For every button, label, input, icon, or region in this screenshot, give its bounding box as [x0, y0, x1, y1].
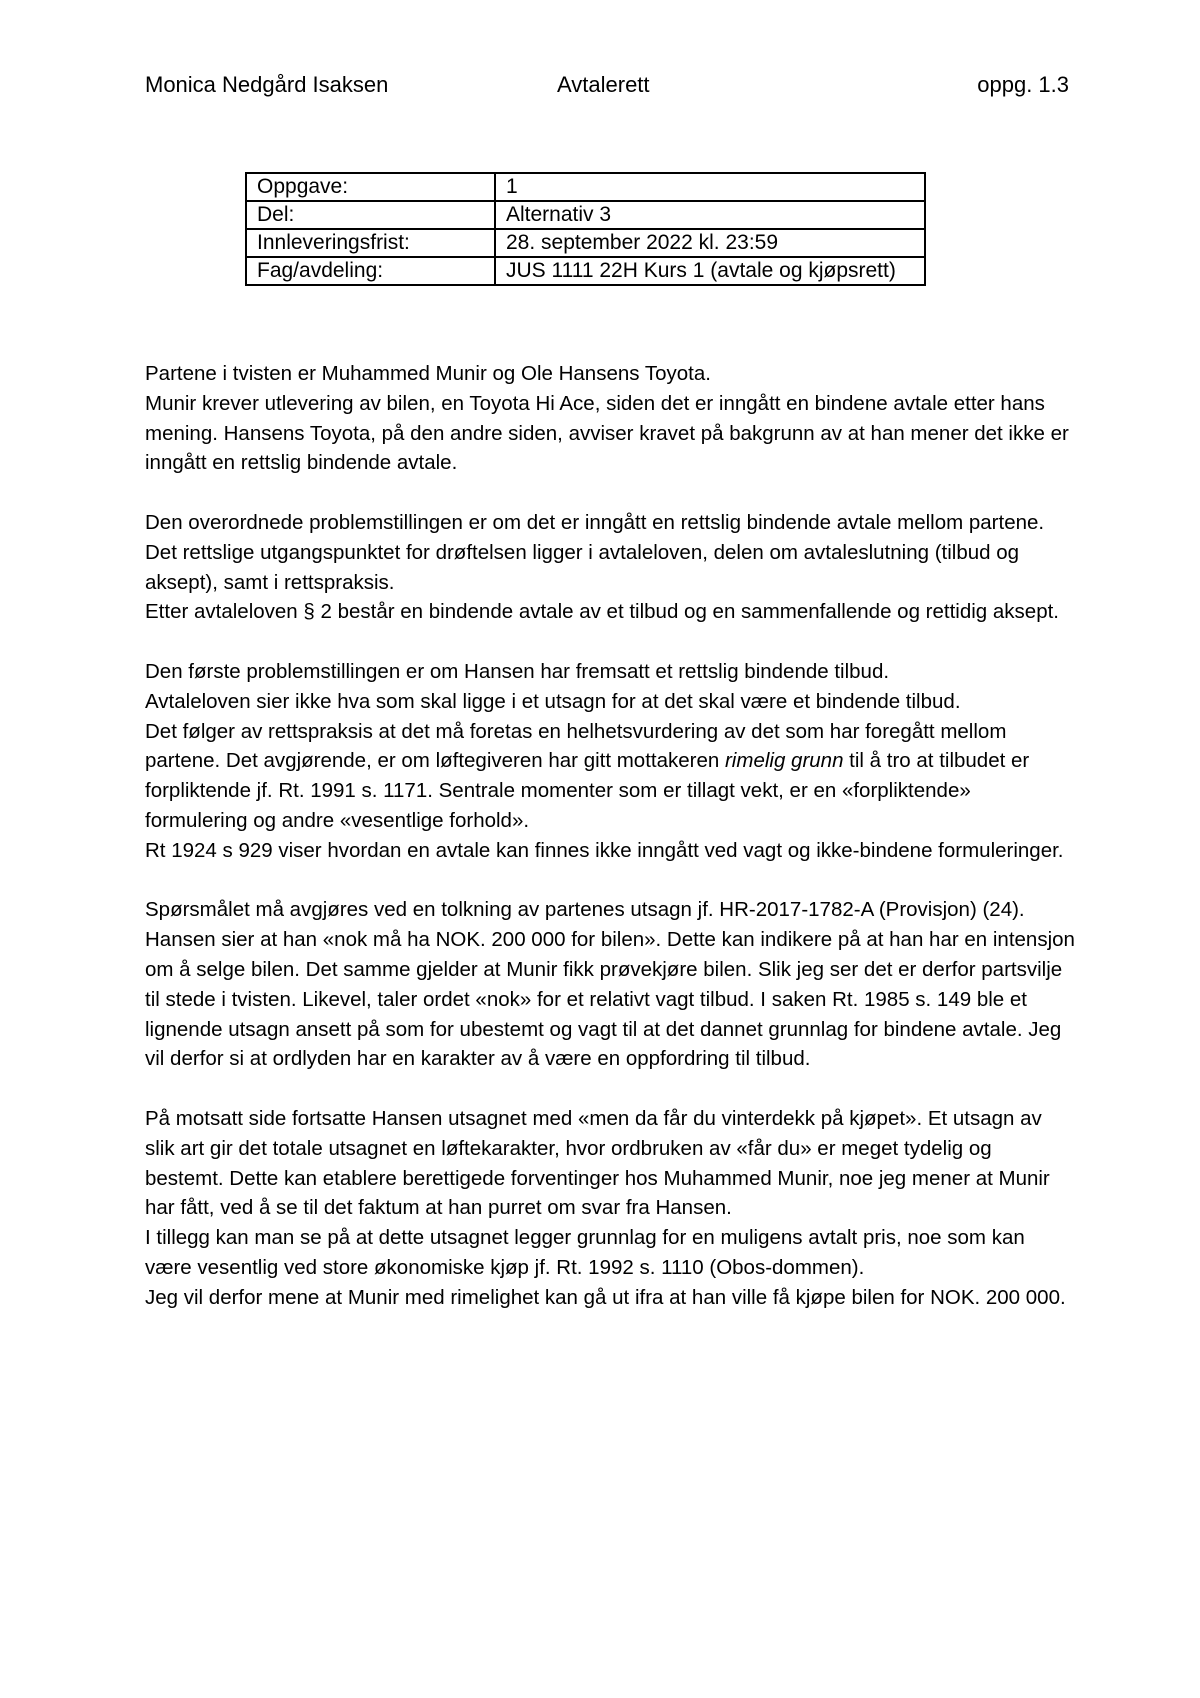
text-line: Det rettslige utgangspunktet for drøftelsen ligger i avtaleloven, delen om avtaleslutning (tilbud og aksept), samt i rettspraksis. — [145, 540, 1020, 594]
info-value: 28. september 2022 kl. 23:59 — [495, 229, 925, 257]
text-line: I tillegg kan man se på at dette utsagnet legger grunnlag for en muligens avtalt pris, noe som kan være vesentlig ved store økonomiske kjøp jf. Rt. 1992 s. 1110 (Obos-dommen). — [145, 1226, 1025, 1279]
header-assignment: oppg. 1.3 — [977, 72, 1069, 97]
info-value: JUS 1111 22H Kurs 1 (avtale og kjøpsrett) — [495, 257, 925, 285]
assignment-info-table — [245, 172, 926, 286]
table-row — [246, 173, 925, 201]
text-line: Hansen sier at han «nok må ha NOK. 200 000 for bilen». Dette kan indikere på at han har en intensjon om å selge bilen. Det samme gjelder at Munir fikk prøvekjøre bilen. Slik jeg ser det er derfor partsvilje til stede i tvisten. Likevel, taler ordet «nok» for et relativt vagt tilbud. I saken Rt. 1985 s. 149 ble et lignende utsagn ansett på som for ubestemt og vagt til at det dannet grunnlag for bindene avtale. Jeg vil derfor si at ordlyden har en karakter av å være en oppfordring til tilbud. — [145, 928, 1075, 1071]
emphasized-term: rimelig grunn — [724, 749, 844, 773]
text-line: Munir krever utlevering av bilen, en Toyota Hi Ace, siden det er inngått en bindene avtale etter hans mening. Hansens Toyota, på den andre siden, avviser kravet på bakgrunn av at han mener det ikke er inngått en rettslig bindende avtale. — [145, 391, 1069, 475]
text-line: På motsatt side fortsatte Hansen utsagnet med «men da får du vinterdekk på kjøpet». Et utsagn av slik art gir det totale utsagnet en løftekarakter, hvor ordbruken av «får du» er meget tydelig og bestemt. Dette kan etablere berettigede forventinger hos Muhammed Munir, noe jeg mener at Munir har fått, ved å se til det faktum at han purret om svar fra Hansen. — [145, 1106, 1050, 1220]
text-line: Den overordnede problemstillingen er om det er inngått en rettslig bindende avtale mellom partene. — [145, 510, 1045, 534]
header-course: Avtalerett — [557, 72, 650, 97]
paragraph-main-issue — [145, 508, 1075, 627]
text-line: Jeg vil derfor mene at Munir med rimelighet kan gå ut ifra at han ville få kjøpe bilen for NOK. 200 000. — [145, 1285, 1066, 1309]
table-row — [246, 229, 925, 257]
text-line: Det følger av rettspraksis at det må foretas en helhetsvurdering av det som har foregått mellom partene. Det avgjørende, er om løftegiveren har gitt mottakeren rimelig grunn til å tro at tilbudet er forpliktende jf. Rt. 1991 s. 1171. Sentrale momenter som er tillagt vekt, er en «forpliktende» formulering og andre «vesentlige forhold». — [145, 719, 1030, 832]
info-label: Innleveringsfrist: — [246, 229, 495, 257]
text-line: Den første problemstillingen er om Hansen har fremsatt et rettslig bindende tilbud. — [145, 659, 890, 683]
info-label: Del: — [246, 201, 495, 229]
header-author: Monica Nedgård Isaksen — [145, 72, 389, 97]
document-body — [145, 359, 1075, 1342]
text-line: Rt 1924 s 929 viser hvordan en avtale kan finnes ikke inngått ved vagt og ikke-bindene formuleringer. — [145, 838, 1064, 862]
table-row — [246, 201, 925, 229]
paragraph-first-issue — [145, 657, 1075, 866]
text-line: Partene i tvisten er Muhammed Munir og Ole Hansens Toyota. — [145, 362, 711, 385]
info-value: Alternativ 3 — [495, 201, 925, 229]
page-header — [145, 72, 1069, 102]
paragraph-interpretation — [145, 895, 1075, 1074]
paragraph-counterargument — [145, 1104, 1075, 1313]
info-label: Oppgave: — [246, 173, 495, 201]
info-value: 1 — [495, 173, 925, 201]
info-label: Fag/avdeling: — [246, 257, 495, 285]
paragraph-parties — [145, 359, 1075, 478]
text-line: Etter avtaleloven § 2 består en bindende avtale av et tilbud og en sammenfallende og rettidig aksept. — [145, 600, 1059, 624]
text-line: Avtaleloven sier ikke hva som skal ligge i et utsagn for at det skal være et bindende tilbud. — [145, 689, 961, 713]
text-line: Spørsmålet må avgjøres ved en tolkning av partenes utsagn jf. HR-2017-1782-A (Provisjon) (24). — [145, 898, 1025, 922]
table-row — [246, 257, 925, 285]
